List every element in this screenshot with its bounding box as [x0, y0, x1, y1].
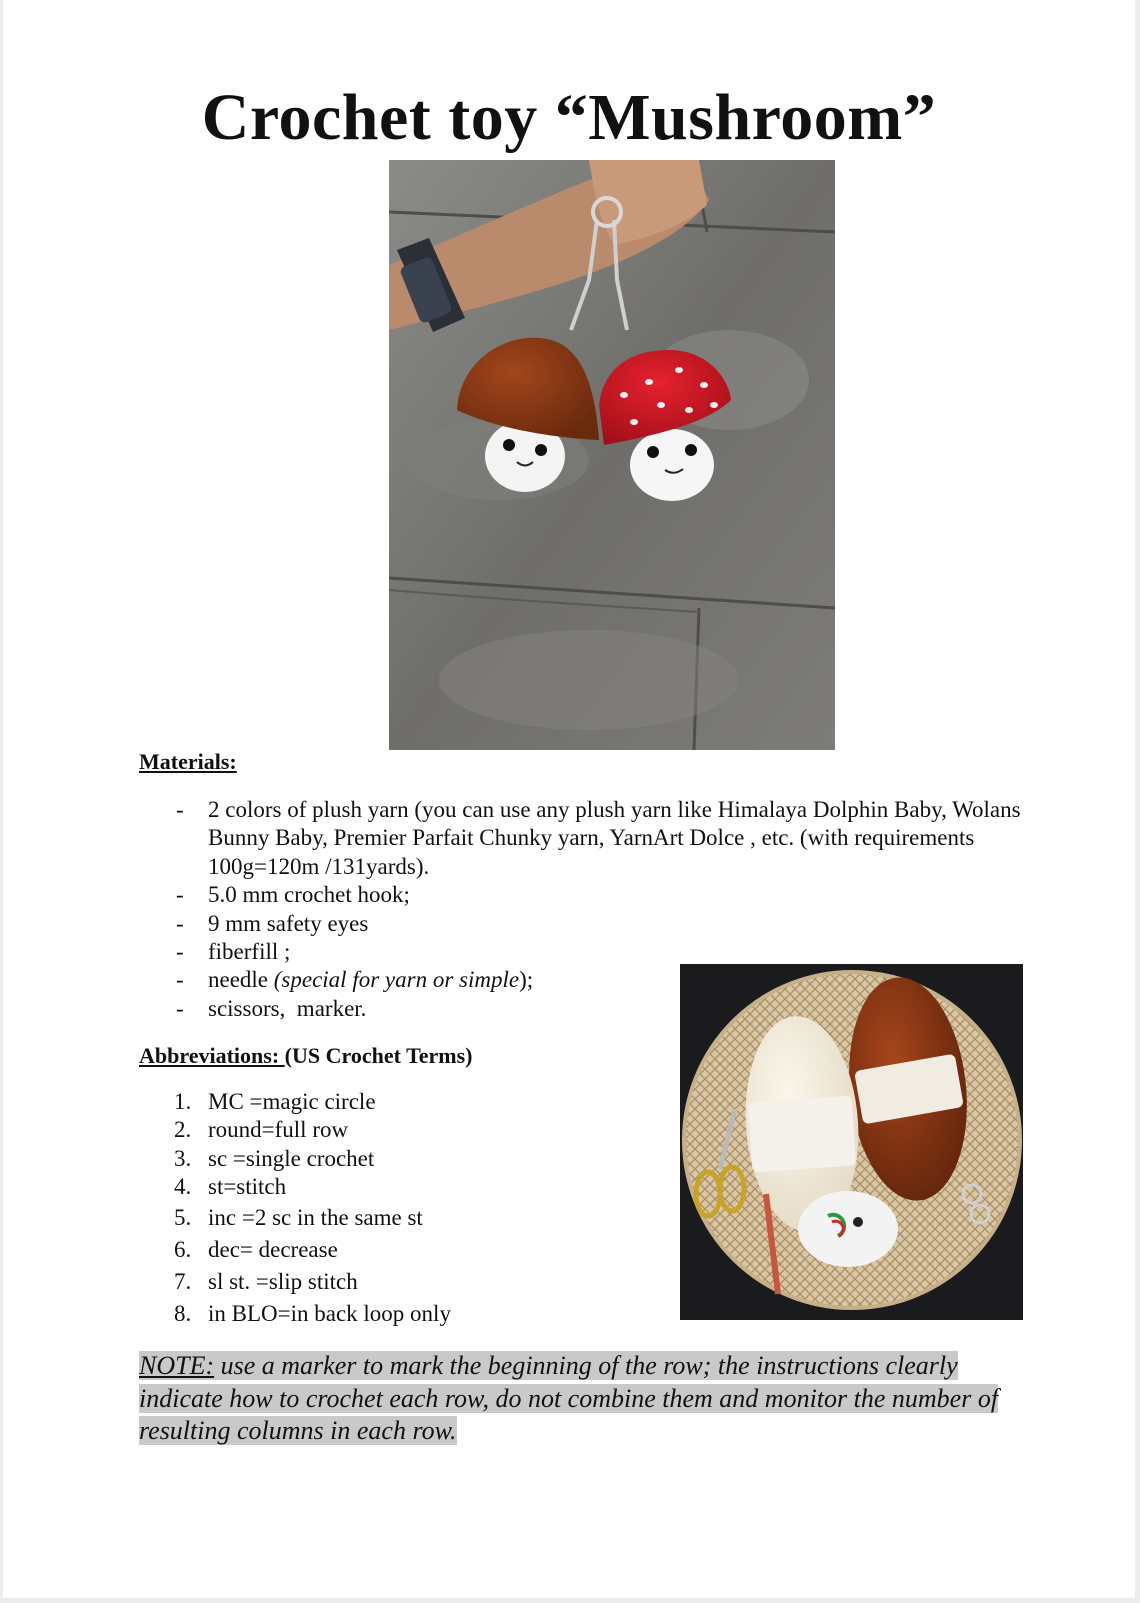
abbreviation-text: in BLO=in back loop only	[208, 1300, 451, 1326]
abbreviation-item	[171, 1266, 651, 1298]
abbreviation-text: sl st. =slip stitch	[208, 1268, 358, 1294]
materials-item-text: 5.0 mm crochet hook;	[208, 882, 410, 908]
mushroom-keychains-illustration	[389, 160, 835, 750]
document-page	[3, 0, 1135, 1598]
abbreviation-number: 8.	[174, 1300, 192, 1326]
abbreviation-text: dec= decrease	[208, 1236, 338, 1262]
abbreviations-heading-label: Abbreviations:	[139, 1043, 285, 1068]
materials-item-text: 2 colors of plush yarn (you can use any plush yarn like Himalaya Dolphin Baby, Wolans Bunny Baby, Premier Parfait Chunky yarn, YarnArt Dolce , etc. (with requirements 100g=120m /131yards).	[208, 797, 1021, 879]
yarn-supplies-photo	[680, 964, 1023, 1320]
mushroom-keychains-photo	[389, 160, 835, 750]
abbreviation-number: 3.	[174, 1145, 192, 1171]
bullet-dash: -	[176, 939, 184, 965]
materials-item	[171, 796, 1051, 881]
bullet-dash: -	[176, 995, 184, 1021]
materials-item-text-post: );	[519, 967, 534, 993]
abbreviation-number: 1.	[174, 1089, 192, 1114]
abbreviation-text: round=full row	[208, 1117, 349, 1143]
materials-item	[171, 938, 1051, 966]
bullet-dash: -	[176, 882, 184, 908]
abbreviation-item	[171, 1116, 651, 1144]
bullet-dash: -	[176, 967, 184, 993]
bullet-dash: -	[176, 797, 184, 822]
abbreviation-item	[171, 1202, 651, 1234]
abbreviation-text: MC =magic circle	[208, 1089, 376, 1114]
materials-item-text: fiberfill ;	[208, 939, 291, 965]
document-title: Crochet toy “Mushroom”	[201, 81, 937, 154]
abbreviation-item	[171, 1298, 651, 1330]
note-paragraph	[139, 1350, 1029, 1448]
materials-item	[171, 910, 1051, 938]
bullet-dash: -	[176, 910, 184, 936]
abbreviation-item	[171, 1088, 651, 1116]
materials-item-text: 9 mm safety eyes	[208, 910, 369, 936]
materials-heading: Materials:	[139, 749, 237, 774]
abbreviation-number: 2.	[174, 1117, 192, 1143]
abbreviation-number: 6.	[174, 1236, 192, 1262]
note-highlight	[139, 1351, 998, 1445]
materials-item-text: scissors, marker.	[208, 995, 367, 1021]
yarn-supplies-illustration	[680, 964, 1023, 1320]
abbreviation-number: 5.	[174, 1204, 192, 1230]
materials-item-text-pre: needle	[208, 967, 274, 993]
abbreviations-list	[171, 1088, 651, 1330]
materials-item	[171, 881, 1051, 909]
materials-item-text-italic: (special for yarn or simple	[273, 967, 520, 993]
abbreviation-item	[171, 1234, 651, 1266]
abbreviation-text: st=stitch	[208, 1174, 287, 1200]
abbreviations-heading-terms: (US Crochet Terms)	[284, 1043, 473, 1068]
note-label: NOTE:	[139, 1351, 215, 1380]
abbreviation-text: inc =2 sc in the same st	[208, 1204, 423, 1230]
abbreviation-item	[171, 1145, 651, 1173]
note-text: use a marker to mark the beginning of the row; the instructions clearly indicate how to crochet each row, do not combine them and monitor the number of resulting columns in each row.	[139, 1351, 999, 1445]
abbreviation-text: sc =single crochet	[208, 1145, 375, 1171]
abbreviation-number: 4.	[174, 1174, 192, 1200]
abbreviation-number: 7.	[174, 1268, 192, 1294]
abbreviations-heading	[139, 1043, 472, 1069]
abbreviation-item	[171, 1173, 651, 1201]
